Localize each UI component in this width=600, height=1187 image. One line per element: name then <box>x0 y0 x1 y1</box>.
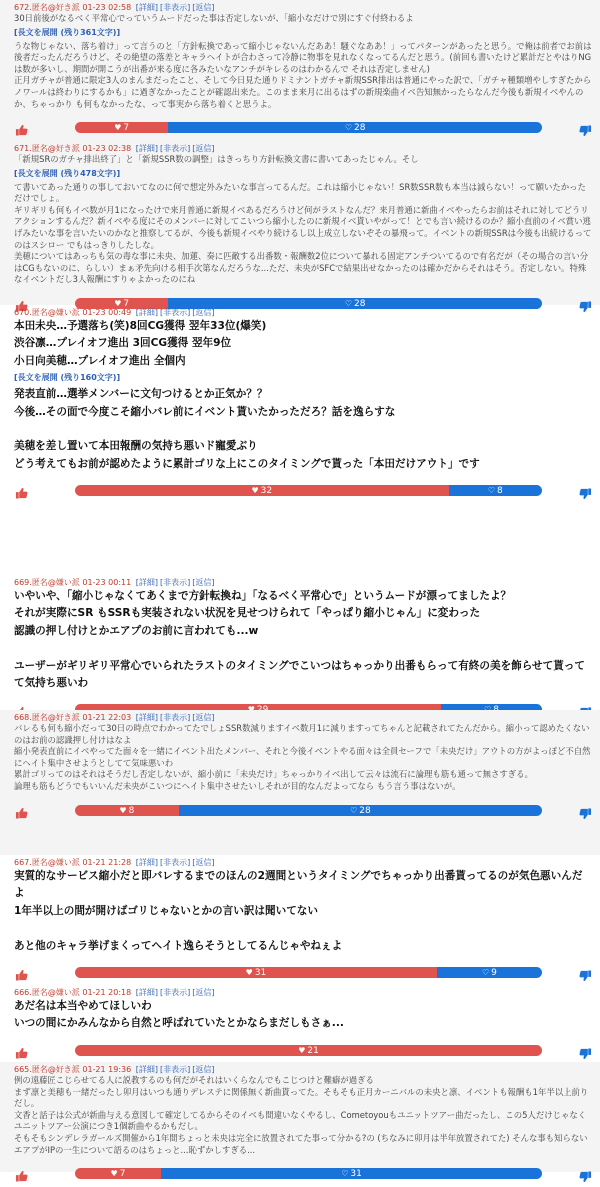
vote-bar <box>75 122 542 133</box>
thumbs-up-icon[interactable] <box>15 1044 28 1056</box>
heart-icon: ♥ <box>119 805 127 815</box>
comment-date: 01-21 20:18 <box>82 988 132 997</box>
comment-number: 665.匿名 <box>14 1065 48 1074</box>
hide-link[interactable]: [非表示] <box>160 988 191 997</box>
vote-row <box>14 119 592 137</box>
like-count: 31 <box>254 968 267 979</box>
comment-text-continued: 発表直前…選挙メンバーに文句つけるとか正気か？？ 今後…その面で今度こそ縮小バレ前にイベント貰いたかっただろ？話を逸らすな 美穂を差し置いて本田報酬の気持ち悪いド寵愛ぶり どう考えてもお前が認めたように累計ゴリな上にこのタイミングで貰った「本田だけアウト」です <box>14 388 480 470</box>
heart-icon: ♥ <box>251 486 259 496</box>
heart-icon: ♥ <box>114 123 122 133</box>
expand-long-text-link[interactable]: [長文を展開 (残り478文字)] <box>14 168 121 178</box>
comment-text-continued: て書いてあった通りの事しておいてなのに何で想定外みたいな事言ってるんだ。これは縮小じゃない！SR数SSR数も本当は減らない！って願いたかっただけでしょ。 ギリギリも何もイベ数が月1になったけで来月普通に新規イベあるだろうけど何がラストなんだ？来月普通に新曲イベやったらお前はそれに対してどうリアクションするんだ？新イベやる度にそのメンバーに対してこいつら縮小したのに新規イベ貰いやがって！とでも言い続けるのか？縮小直前のイベ賞い逃げみたいな事を言いたいのかなと推察してるが、今後も新規イベやり続けるし以上成立しないぞその暴飛って。イベントの新規SSRは今後も出続けるってのはスシロー でもはっきりしたしな。 美穂についてはあっちも気の毒な事に未央、加蓮、奏に匹敵する出番数・報酬数2位について暴れる固定アンチついてるので有名だが（その場合の言い分はCGもないのに、らしい）まぁ矛先向ける相手次第なんだろうな...ただ、未央がSFCで結果出せなかったのは確かだからそれはそう。否定しない。特殊なイベントだし3人報酬にすりゃよかったのにね <box>14 181 592 285</box>
comment-user: @嫌い派 <box>47 578 80 587</box>
dislike-segment[interactable] <box>179 805 542 816</box>
like-count: 32 <box>260 486 273 497</box>
comment-number: 669.匿名 <box>14 578 48 587</box>
vote-row <box>14 802 592 820</box>
comment-user: @嫌い派 <box>47 858 80 867</box>
comment-post <box>0 0 600 141</box>
reply-link[interactable]: [返信] <box>192 308 215 317</box>
comment-post <box>0 305 600 575</box>
vote-bar <box>75 805 542 816</box>
comment-post <box>0 1062 600 1180</box>
comment-header <box>14 141 592 154</box>
dislike-segment[interactable] <box>449 485 542 496</box>
detail-link[interactable]: [詳細] <box>135 988 158 997</box>
like-count: 8 <box>128 805 135 816</box>
comment-user: @好き派 <box>47 1065 80 1074</box>
comment-post <box>0 141 600 309</box>
comment-text: 例の遠藤匠こじらせてる人に説教するのも何だがそれはいくらなんでもこじつけと難癖が過ぎる まず凛と美穂も一緒だったし卯月はいつも通りデレステに関係無く新曲貰ってた。そもそも正月カーニバルの未央と凛、イベントも報酬も1年半以上前りだし。 文香と話子は公式が新曲与える意図して確定してるからそのイベも間違いなくやるし、Cometoyouもユニットツアー曲だったし、この5人だけじゃなくユニットツアー公演につき1個新曲やるかもだし。 そもそもシンデレラガールズ開催から1年間ちょっと未央は完全に放置されてた事って分かる?の (ちなみに卯月は半年放置されてた) そんな事も知らないエアプがIPの一生について語るのはちょっと...恥ずかしすぎる... <box>14 1075 589 1155</box>
reply-link[interactable]: [返信] <box>192 988 215 997</box>
expand-long-text-link[interactable]: [長文を展開 (残り160文字)] <box>14 373 121 383</box>
like-segment[interactable] <box>75 1168 161 1179</box>
vote-row <box>14 1165 592 1183</box>
dislike-segment[interactable] <box>168 122 542 133</box>
comment-text: あだ名は本当やめてほしいわ いつの間にかみんなから自然と呼ばれていたとかならまだしもさぁ... <box>14 1000 344 1030</box>
broken-heart-icon: ♡ <box>482 968 490 978</box>
vote-bar <box>75 1045 542 1056</box>
reply-link[interactable]: [返信] <box>192 3 215 12</box>
comment-post <box>0 575 600 710</box>
broken-heart-icon: ♡ <box>344 298 353 308</box>
comment-text: バレるも何も縮小だって30日の時点でわかってたでしょSSR数減りますイベ数月1に減りますってちゃんと記載されてたんだから。縮小って認めたくないのはお前の認識押し付けはなよ 縮小発表直前にイベやってた面々を一緒にイベント出たメンバー、それと今後イベントやる面々は全員セーフで「未央だけ」アウトの方がよっぽど不自然にヘイト集中させようとしてて気味悪いわ 累計ゴリってのはそれはそうだし否定しないが、縮小前に「未央だけ」ちゃっかりイベ出して云々は流石に論理も筋も通って無さすぎる。 論理も筋もどうでもいいんだ未央がこいつにヘイト集中させたいしそれが目的なんだよってなら もう言う事はないが。 <box>14 723 591 791</box>
comment-header <box>14 305 592 318</box>
dislike-segment[interactable] <box>161 1168 542 1179</box>
hide-link[interactable]: [非表示] <box>160 308 191 317</box>
comment-user: @好き派 <box>47 3 80 12</box>
dislike-count: 28 <box>354 123 366 134</box>
hide-link[interactable]: [非表示] <box>160 144 191 153</box>
like-count: 7 <box>123 298 130 309</box>
comment-header <box>14 1062 592 1075</box>
comment-number: 672.匿名 <box>14 3 48 12</box>
broken-heart-icon: ♡ <box>350 805 358 815</box>
like-segment[interactable] <box>75 805 179 816</box>
heart-icon: ♥ <box>245 968 253 978</box>
comment-date: 01-21 19:36 <box>82 1065 132 1074</box>
comment-post <box>0 985 600 1062</box>
like-count: 7 <box>119 1169 126 1180</box>
detail-link[interactable]: [詳細] <box>135 578 158 587</box>
broken-heart-icon: ♡ <box>341 1169 349 1179</box>
hide-link[interactable]: [非表示] <box>160 578 191 587</box>
comment-text: いやいや、「縮小じゃなくてあくまで方針転換ね」「なるべく平常心で」というムードが漂ってましたよ？ それが実際にSR もSSRも実装されない状況を見せつけられて「やっぱり縮小じゃん」に変わった 認識の押し付けとかエアプのお前に言われても...w ユーザーがギリギリ平常心でいられたラストのタイミングでこいつはちゃっかり出番もらって有終の美を飾らせて貰ってて気持ち悪いわ <box>14 590 585 690</box>
like-count: 21 <box>307 1045 319 1056</box>
like-segment[interactable] <box>75 122 168 133</box>
thumbs-up-icon[interactable] <box>15 804 28 816</box>
expand-long-text-link[interactable]: [長文を展開 (残り361文字)] <box>14 27 121 37</box>
comment-text: 「新規SRのガチャ排出終了」と「新規SSR数の調整」はきっちり方針転換文書に書いてあったじゃん。そし <box>14 154 419 164</box>
reply-link[interactable]: [返信] <box>192 713 215 722</box>
vote-bar <box>75 485 542 496</box>
comment-date: 01-21 21:28 <box>82 858 132 867</box>
like-segment[interactable] <box>75 485 449 496</box>
thumbs-down-icon[interactable] <box>579 485 592 497</box>
comment-number: 671.匿名 <box>14 144 48 153</box>
reply-link[interactable]: [返信] <box>192 578 215 587</box>
thumbs-up-icon[interactable] <box>15 966 28 978</box>
thumbs-up-icon[interactable] <box>15 484 28 496</box>
broken-heart-icon: ♡ <box>344 123 353 133</box>
hide-link[interactable]: [非表示] <box>160 1065 191 1074</box>
reply-link[interactable]: [返信] <box>192 1065 215 1074</box>
thumbs-down-icon[interactable] <box>579 805 592 817</box>
like-segment[interactable] <box>75 967 437 978</box>
detail-link[interactable]: [詳細] <box>135 1065 158 1074</box>
detail-link[interactable]: [詳細] <box>135 144 158 153</box>
vote-bar <box>75 967 542 978</box>
detail-link[interactable]: [詳細] <box>135 308 158 317</box>
comment-number: 668.匿名 <box>14 713 48 722</box>
thumbs-down-icon[interactable] <box>579 122 592 134</box>
comment-text-continued: うな物じゃない、落ち着け」って言うのと「方針転換であって縮小じゃないんだああ！騒ぐなああ！」ってパターンがあったと思う。で俺は前者でお前は後者だったんだろうけど、その絶望の落差とキャラヘイトが合わさって冷静に物事を見れなくなってるんだと思う。(前回も書いたけど累計だとやはりNGは数が多いし、期間が開こうが出番が来る度に各みたいなアンチがキレるのはわかるんで それは否定しません) 正月ガチャが普通に限定3人のまんまだったこと、そして今日見た通りドミナントガチャ新規SSR排出は普通にやった訳で、「ガチャ種類増やしすぎたからノワールは終わりにするかも」に過ぎなかったことが確認出来た。このまま来月に出るはずの新規楽曲イベ告知無かったらなんだ今後も新規イベやんのか、ちゃっかり も何もなかったな、って事実から落ち着くと思うよ。 <box>14 40 592 109</box>
reply-link[interactable]: [返信] <box>192 144 215 153</box>
thumbs-up-icon[interactable] <box>15 121 28 133</box>
thumbs-up-icon[interactable] <box>15 1167 28 1179</box>
dislike-count: 28 <box>359 805 371 816</box>
vote-row <box>14 1042 592 1060</box>
detail-link[interactable]: [詳細] <box>135 858 158 867</box>
comment-number: 666.匿名 <box>14 988 48 997</box>
hide-link[interactable]: [非表示] <box>160 858 191 867</box>
dislike-count: 9 <box>491 968 497 979</box>
comment-user: @嫌い派 <box>47 988 80 997</box>
comment-post <box>0 710 600 855</box>
dislike-count: 31 <box>350 1169 362 1180</box>
vote-row <box>14 964 592 982</box>
comment-header <box>14 710 592 723</box>
comment-header <box>14 855 592 868</box>
reply-link[interactable]: [返信] <box>192 858 215 867</box>
heart-icon: ♥ <box>114 298 122 308</box>
heart-icon: ♥ <box>110 1169 118 1179</box>
comment-user: @嫌い派 <box>47 308 80 317</box>
detail-link[interactable]: [詳細] <box>135 3 158 12</box>
like-segment[interactable] <box>75 1045 542 1056</box>
comment-user: @好き派 <box>47 713 80 722</box>
like-count: 7 <box>123 123 130 134</box>
comment-date: 01-21 22:03 <box>82 713 132 722</box>
comment-post <box>0 855 600 985</box>
comment-text: 30日前後がなるべく平常心でっていうムードだった事は否定しないが、「縮小なだけで別にすぐ付終わるよ <box>14 13 414 23</box>
thumbs-down-icon[interactable] <box>579 1045 592 1057</box>
hide-link[interactable]: [非表示] <box>160 3 191 12</box>
thumbs-down-icon[interactable] <box>579 1168 592 1180</box>
comment-text: 実質的なサービス縮小だと即バレするまでのほんの2週間というタイミングでちゃっかり出番貰ってるのが気色悪いんだよ 1年半以上の間が開けばゴリじゃないとかの言い訳は聞いてない あと他のキャラ挙げまくってヘイト逸らそうとしてるんじゃやねぇよ <box>14 870 583 952</box>
comment-header <box>14 575 592 588</box>
dislike-count: 8 <box>497 486 503 497</box>
comment-date: 01-23 02:38 <box>82 144 132 153</box>
dislike-count: 28 <box>354 298 366 309</box>
heart-icon: ♥ <box>298 1045 306 1055</box>
vote-bar <box>75 1168 542 1179</box>
dislike-segment[interactable] <box>437 967 542 978</box>
hide-link[interactable]: [非表示] <box>160 713 191 722</box>
broken-heart-icon: ♡ <box>487 486 495 496</box>
comment-date: 01-23 00:49 <box>82 308 132 317</box>
comment-date: 01-23 02:58 <box>82 3 132 12</box>
vote-row <box>14 482 592 500</box>
detail-link[interactable]: [詳細] <box>135 713 158 722</box>
comment-number: 670.匿名 <box>14 308 48 317</box>
comment-text: 本田未央…予選落ち(笑)8回CG獲得 翌年33位(爆笑) 渋谷凛…プレイオフ進出 3回CG獲得 翌年9位 小日向美穂…プレイオフ進出 全個内 <box>14 320 267 367</box>
comment-date: 01-23 00:11 <box>82 578 132 587</box>
comment-user: @好き派 <box>47 144 80 153</box>
comment-header <box>14 985 592 998</box>
thumbs-down-icon[interactable] <box>579 967 592 979</box>
comment-number: 667.匿名 <box>14 858 48 867</box>
comment-header <box>14 0 592 13</box>
